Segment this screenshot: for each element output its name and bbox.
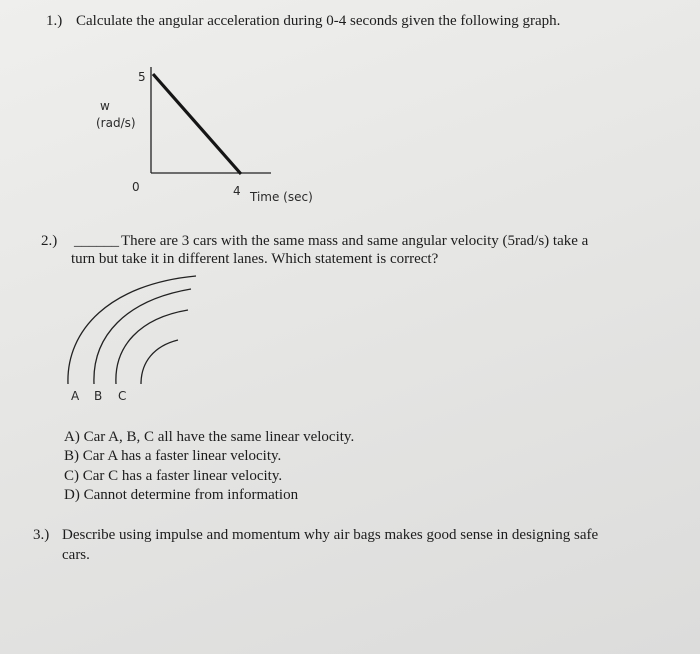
lane-label-b: B (94, 389, 103, 403)
q2-option-b[interactable]: B) Car A has a faster linear velocity. (64, 448, 282, 464)
lane-label-a: A (71, 389, 80, 403)
y-top-tick: 5 (138, 70, 146, 84)
q1-text: Calculate the angular acceleration during 0-4 seconds given the following graph. (76, 13, 561, 29)
q2-number: 2.) (41, 233, 58, 249)
q2-answer-blank[interactable]: ______ (74, 233, 119, 249)
q1-number: 1.) (46, 13, 63, 29)
q3-text-line2: cars. (62, 547, 90, 563)
q2-option-c[interactable]: C) Car C has a faster linear velocity. (64, 468, 283, 484)
y-zero-tick: 0 (132, 180, 140, 194)
q3-number: 3.) (33, 527, 50, 543)
lane-label-c: C (118, 389, 127, 403)
q2-text-line2: turn but take it in different lanes. Which statement is correct? (71, 251, 439, 267)
x-tick-4: 4 (233, 184, 241, 198)
x-axis-label: Time (sec) (250, 190, 313, 204)
q3-text-line1: Describe using impulse and momentum why air bags makes good sense in designing safe (62, 527, 599, 543)
y-axis-label-w: w (100, 99, 110, 113)
y-axis-label-unit: (rad/s) (96, 116, 136, 130)
lane-arc-d (141, 340, 178, 384)
q2-text-line1: There are 3 cars with the same mass and same angular velocity (5rad/s) take a (121, 233, 589, 249)
lane-arc-c (116, 310, 188, 384)
q2-option-a[interactable]: A) Car A, B, C all have the same linear velocity. (64, 429, 355, 445)
q2-option-d[interactable]: D) Cannot determine from information (64, 487, 299, 503)
